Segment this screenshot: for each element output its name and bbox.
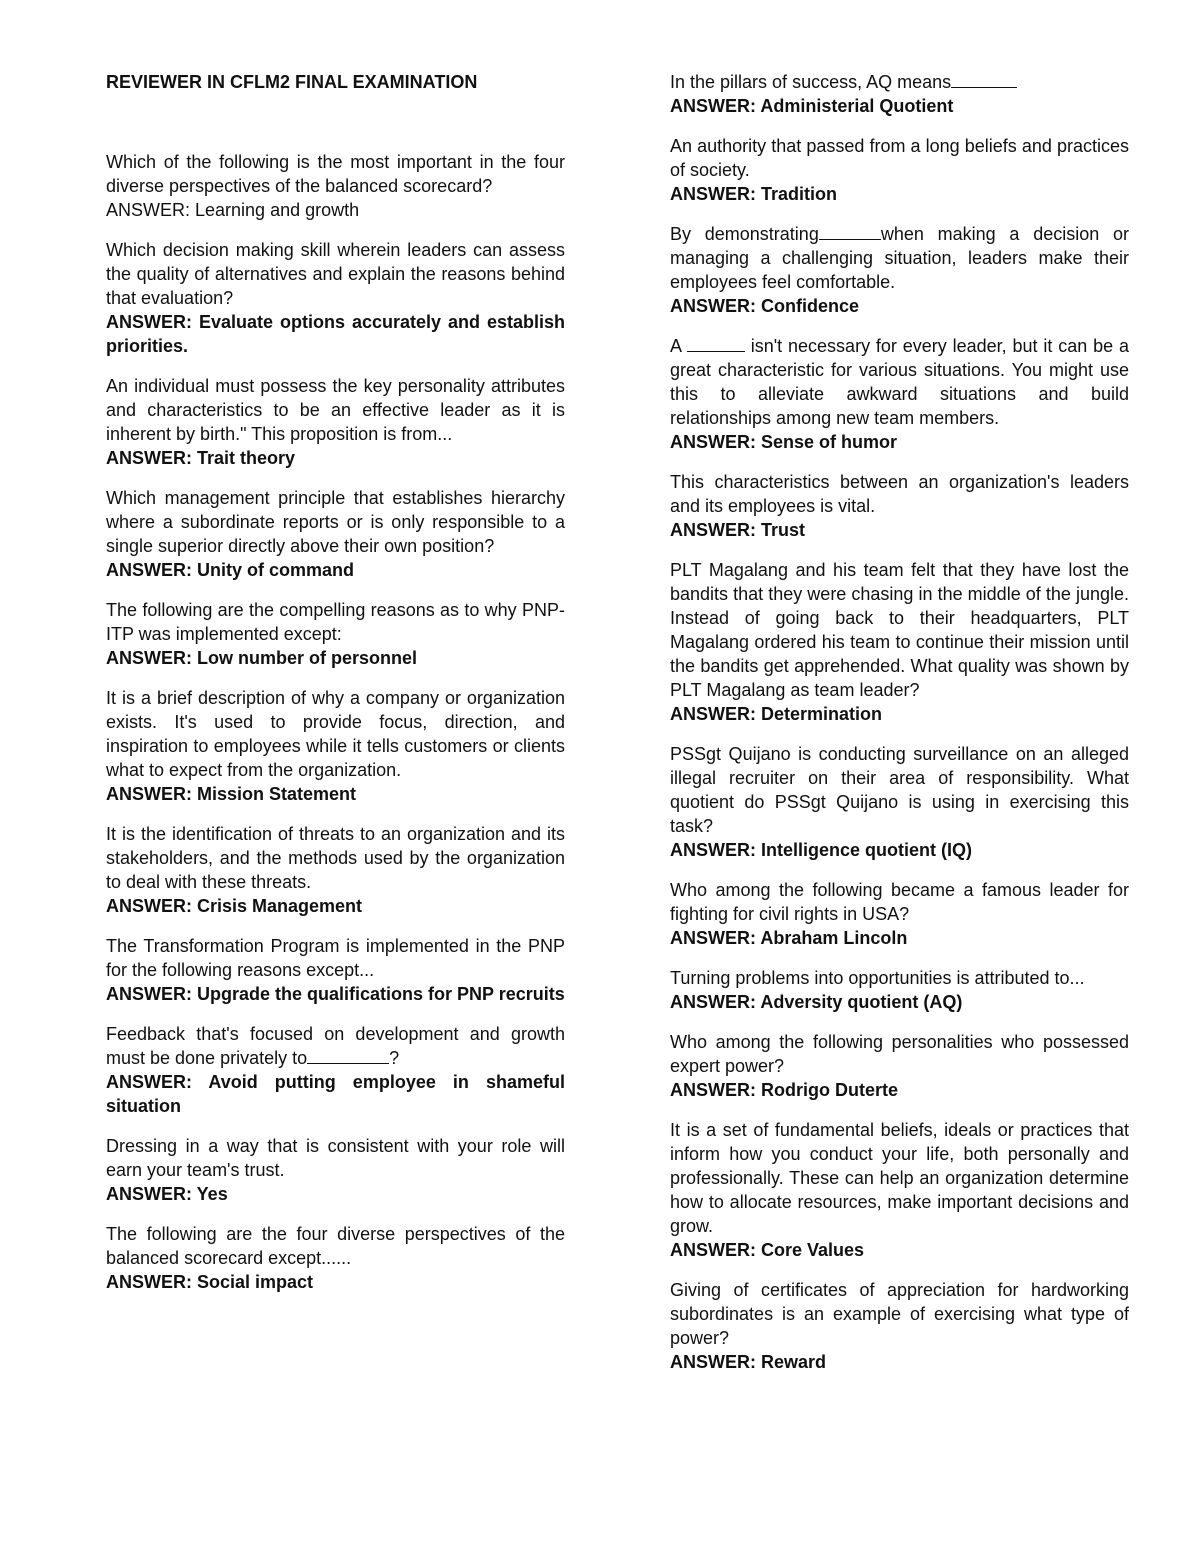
question-item xyxy=(670,878,1129,950)
question-item xyxy=(106,686,565,806)
question-text: Which management principle that establishes hierarchy where a subordinate reports or is only responsible to a single superior directly above their own position? xyxy=(106,488,565,556)
right-column xyxy=(670,70,1129,1390)
question-item xyxy=(670,470,1129,542)
answer-text: ANSWER: Tradition xyxy=(670,184,837,204)
question-item xyxy=(670,558,1129,726)
question-text: It is a brief description of why a company or organization exists. It's used to provide focus, direction, and inspiration to employees while it tells customers or clients what to expect from the organization. xyxy=(106,688,565,780)
answer-blank xyxy=(819,223,881,240)
question-text-end: when making a decision or managing a challenging situation, leaders make their employees feel comfortable. xyxy=(670,224,1129,292)
question-item xyxy=(670,1118,1129,1262)
question-item xyxy=(670,966,1129,1014)
question-item xyxy=(670,742,1129,862)
question-text xyxy=(670,70,1129,94)
question-text: The following are the compelling reasons as to why PNP-ITP was implemented except: xyxy=(106,600,565,644)
question-text: Which of the following is the most important in the four diverse perspectives of the balanced scorecard? xyxy=(106,152,565,196)
document-title: REVIEWER IN CFLM2 FINAL EXAMINATION xyxy=(106,72,478,92)
answer-text: ANSWER: Mission Statement xyxy=(106,784,357,804)
answer-text: ANSWER: Determination xyxy=(670,704,883,724)
question-text: Giving of certificates of appreciation for hardworking subordinates is an example of exercising what type of power? xyxy=(670,1280,1129,1348)
question-item xyxy=(106,1222,565,1294)
answer-text: ANSWER: Avoid putting employee in shameful situation xyxy=(106,1072,565,1116)
question-text: Dressing in a way that is consistent with your role will earn your team's trust. xyxy=(106,1136,565,1180)
question-item xyxy=(106,934,565,1006)
answer-text: ANSWER: Reward xyxy=(670,1352,827,1372)
answer-text: ANSWER: Sense of humor xyxy=(670,432,898,452)
question-text: PLT Magalang and his team felt that they have lost the bandits that they were chasing in the middle of the jungle. Instead of going back to their headquarters, PLT Magalang ordered his team to continue their mission until the bandits get apprehended. What quality was shown by PLT Magalang as team leader? xyxy=(670,560,1129,700)
left-column xyxy=(106,70,565,1310)
question-text: An authority that passed from a long beliefs and practices of society. xyxy=(670,136,1129,180)
question-text-start: By demonstrating xyxy=(670,224,819,244)
question-text-start: A xyxy=(670,336,682,356)
question-text: Who among the following personalities who possessed expert power? xyxy=(670,1032,1129,1076)
question-text: It is the identification of threats to an organization and its stakeholders, and the methods used by the organization to deal with these threats. xyxy=(106,824,565,892)
question-item xyxy=(106,374,565,470)
question-item xyxy=(106,486,565,582)
answer-blank xyxy=(687,335,745,352)
answer-text: ANSWER: Abraham Lincoln xyxy=(670,928,908,948)
question-item xyxy=(106,598,565,670)
question-text: An individual must possess the key personality attributes and characteristics to be an effective leader as it is inherent by birth." This proposition is from... xyxy=(106,376,565,444)
question-text: PSSgt Quijano is conducting surveillance on an alleged illegal recruiter on their area of responsibility. What quotient do PSSgt Quijano is using in exercising this task? xyxy=(670,744,1129,836)
answer-text: ANSWER: Upgrade the qualifications for PNP recruits xyxy=(106,984,565,1004)
answer-text: ANSWER: Adversity quotient (AQ) xyxy=(670,992,963,1012)
answer-text: ANSWER: Crisis Management xyxy=(106,896,363,916)
question-item xyxy=(106,150,565,222)
question-item xyxy=(106,1022,565,1118)
question-item xyxy=(670,70,1129,118)
question-item xyxy=(106,238,565,358)
question-item xyxy=(670,222,1129,318)
question-text-start: In the pillars of success, AQ means xyxy=(670,72,952,92)
answer-text: ANSWER: Social impact xyxy=(106,1272,314,1292)
question-text: The Transformation Program is implemented in the PNP for the following reasons except... xyxy=(106,936,565,980)
answer-text: ANSWER: Unity of command xyxy=(106,560,355,580)
question-text xyxy=(670,334,1129,430)
question-text: The following are the four diverse perspectives of the balanced scorecard except...... xyxy=(106,1224,565,1268)
question-text-end: isn't necessary for every leader, but it can be a great characteristic for various situations. You might use this to alleviate awkward situations and build relationships among new team members. xyxy=(670,336,1129,428)
question-item xyxy=(106,822,565,918)
answer-text: ANSWER: Trait theory xyxy=(106,448,296,468)
question-text-end: ? xyxy=(389,1048,400,1068)
question-item xyxy=(106,1134,565,1206)
answer-text: ANSWER: Yes xyxy=(106,1184,228,1204)
question-text: This characteristics between an organization's leaders and its employees is vital. xyxy=(670,472,1129,516)
question-text: It is a set of fundamental beliefs, ideals or practices that inform how you conduct your life, both personally and professionally. These can help an organization determine how to allocate resources, make important decisions and grow. xyxy=(670,1120,1129,1236)
answer-text: ANSWER: Administerial Quotient xyxy=(670,96,954,116)
answer-text: ANSWER: Intelligence quotient (IQ) xyxy=(670,840,972,860)
answer-text: ANSWER: Confidence xyxy=(670,296,859,316)
question-text xyxy=(106,1022,565,1070)
question-text: Turning problems into opportunities is attributed to... xyxy=(670,968,1085,988)
question-text: Who among the following became a famous leader for fighting for civil rights in USA? xyxy=(670,880,1129,924)
answer-text: ANSWER: Evaluate options accurately and establish priorities. xyxy=(106,312,565,356)
question-item xyxy=(670,134,1129,206)
question-text-start: Feedback that's focused on development and growth must be done privately to xyxy=(106,1024,565,1068)
question-item xyxy=(670,334,1129,454)
question-item xyxy=(670,1278,1129,1374)
answer-blank xyxy=(951,71,1017,88)
answer-text: ANSWER: Trust xyxy=(670,520,805,540)
answer-text: ANSWER: Core Values xyxy=(670,1240,865,1260)
answer-text: ANSWER: Learning and growth xyxy=(106,200,360,220)
answer-text: ANSWER: Rodrigo Duterte xyxy=(670,1080,898,1100)
question-text: Which decision making skill wherein leaders can assess the quality of alternatives and explain the reasons behind that evaluation? xyxy=(106,240,565,308)
answer-blank xyxy=(307,1047,389,1064)
question-text xyxy=(670,222,1129,294)
question-item xyxy=(670,1030,1129,1102)
answer-text: ANSWER: Low number of personnel xyxy=(106,648,418,668)
